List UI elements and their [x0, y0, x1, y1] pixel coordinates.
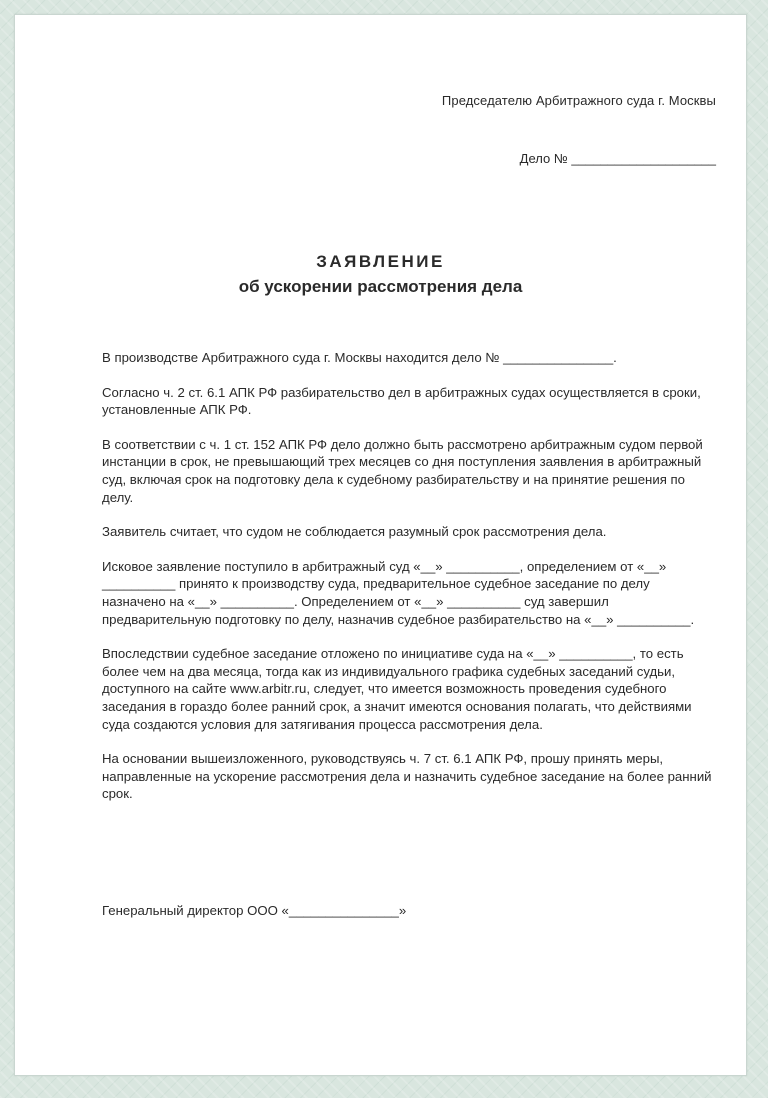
paragraph-case-number: В производстве Арбитражного суда г. Москвы находится дело № _______________. — [102, 350, 617, 365]
paragraph-request: На основании вышеизложенного, руководствуясь ч. 7 ст. 6.1 АПК РФ, прошу принять меры, направленные на ускорение рассмотрения дела и назначить судебное заседание на более ранний срок. — [102, 751, 712, 802]
paragraph-claim: Заявитель считает, что судом не соблюдается разумный срок рассмотрения дела. — [102, 524, 607, 540]
document-body — [102, 349, 714, 820]
document-title: ЗАЯВЛЕНИЕ — [316, 252, 445, 271]
paragraph-timeline: Исковое заявление поступило в арбитражный суд «__» __________, определением от «__» __________ принято к производству суда, предварительное судебное заседание по делу назначено на «__» __________. Определением от «__» __________ суд завершил предварительную подготовку по делу, назначив судебное разбирательство на «__» __________. — [102, 558, 695, 627]
paragraph-deadline: В соответствии с ч. 1 ст. 152 АПК РФ дело должно быть рассмотрено арбитражным судом первой инстанции в срок, не превышающий трех месяцев со дня поступления заявления в арбитражный суд, включая срок на подготовку дела к судебному разбирательству и на принятие решения по делу. — [102, 436, 703, 505]
case-number-line: Дело № ____________________ — [519, 151, 716, 166]
document-subtitle: об ускорении рассмотрения дела — [238, 277, 523, 296]
signature-line: Генеральный директор ООО «_______________» — [102, 903, 407, 918]
paragraph-legal-basis: Согласно ч. 2 ст. 6.1 АПК РФ разбирательство дел в арбитражных судах осуществляется в сроки, установленные АПК РФ. — [102, 384, 701, 418]
document-page — [14, 14, 747, 1076]
paragraph-postponement: Впоследствии судебное заседание отложено по инициативе суда на «__» __________, то есть более чем на два месяца, тогда как из индивидуального графика судебных заседаний судьи, доступного на сайте www.arbitr.ru, следует, что имеется возможность проведения судебного заседания в гораздо более ранний срок, а значит имеются основания полагать, что действиями суда создаются условия для затягивания процесса рассмотрения дела. — [102, 646, 692, 732]
addressee: Председателю Арбитражного суда г. Москвы — [441, 93, 716, 108]
